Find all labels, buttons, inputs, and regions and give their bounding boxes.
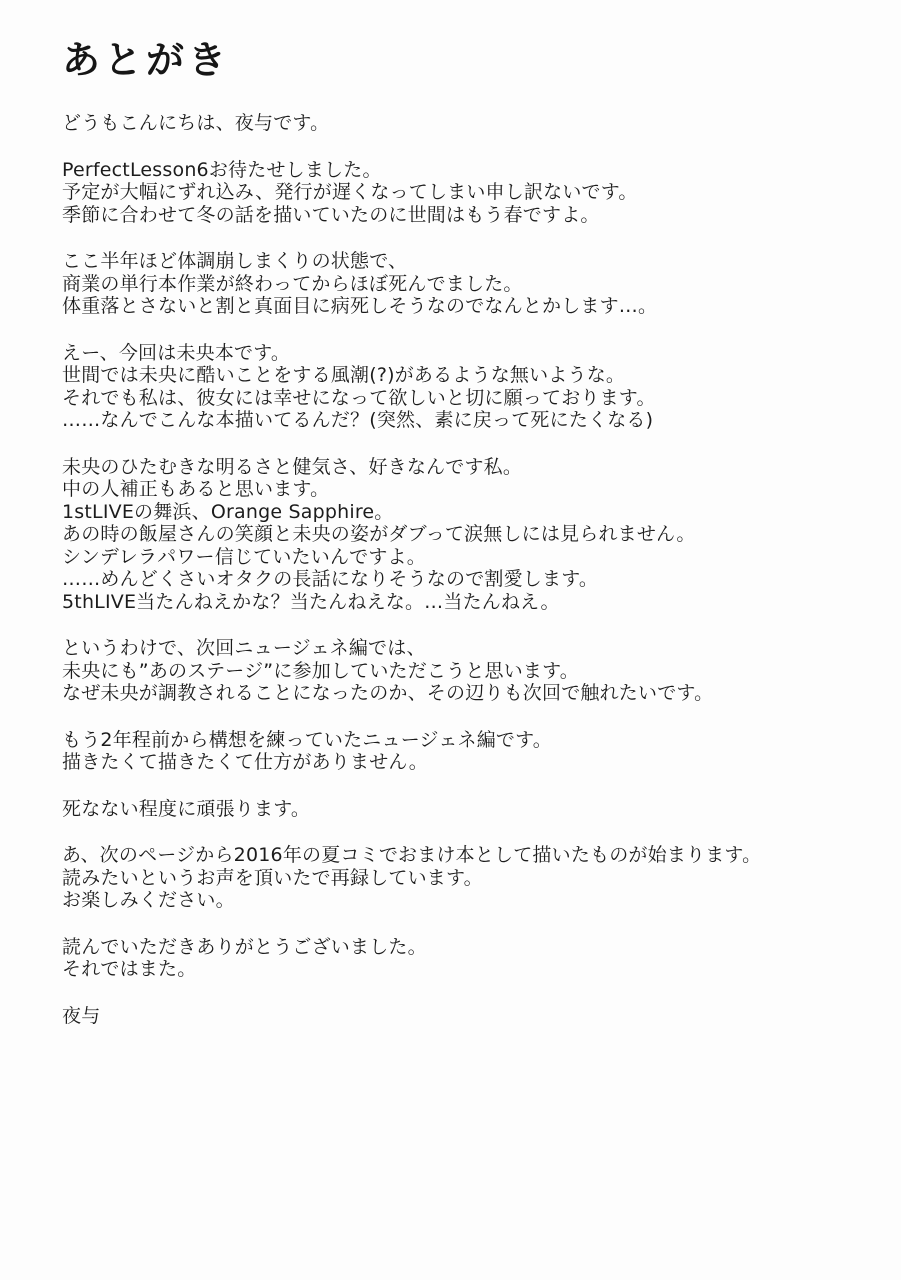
paragraph [62, 456, 882, 614]
text-line: それではまた。 [62, 958, 197, 980]
text-line: あ、次のページから2016年の夏コミでおまけ本として描いたものが始まります。 [62, 844, 762, 866]
text-line: ……めんどくさいオタクの長話になりそうなので割愛します。 [62, 568, 599, 590]
text-line: あの時の飯屋さんの笑顔と未央の姿がダブって涙無しには見られません。 [62, 523, 696, 545]
text-line: 5thLIVE当たんねえかな？当たんねえな。…当たんねえ。 [62, 590, 560, 613]
paragraph [62, 342, 882, 432]
text-line: 読みたいというお声を頂いたで再録しています。 [62, 866, 483, 889]
text-line: ……なんでこんな本描いてるんだ？(突然、素に戻って死にたくなる) [62, 409, 654, 431]
text-line: 未央にも”あのステージ”に参加していただこうと思います。 [62, 659, 580, 682]
paragraph [62, 729, 882, 774]
paragraph [62, 1005, 882, 1028]
text-line: 死なない程度に頑張ります。 [62, 797, 311, 820]
paragraph [62, 936, 882, 981]
text-line: 予定が大幅にずれ込み、発行が遅くなってしまい申し訳ないです。 [62, 181, 638, 203]
text-line: 体重落とさないと割と真面目に病死しそうなのでなんとかします…。 [62, 295, 658, 317]
page-title: あとがき [62, 38, 231, 82]
text-line: 1stLIVEの舞浜、Orange Sapphire。 [62, 500, 394, 523]
text-line: 世間では未央に酷いことをする風潮(?)があるような無いような。 [62, 364, 626, 386]
text-line: 未央のひたむきな明るさと健気さ、好きなんです私。 [62, 455, 523, 478]
text-line: それでも私は、彼女には幸せになって欲しいと切に願っております。 [62, 386, 656, 409]
text-line: シンデレラパワー信じていたいんですよ。 [62, 545, 426, 568]
paragraph [62, 844, 882, 912]
text-line: 商業の単行本作業が終わってからほぼ死んでました。 [62, 272, 523, 295]
text-line: というわけで、次回ニュージェネ編では、 [62, 637, 426, 659]
afterword-body [62, 112, 882, 1051]
text-line: 夜与 [62, 1004, 101, 1027]
text-line: 読んでいただきありがとうございました。 [62, 935, 427, 958]
text-line: 季節に合わせて冬の話を描いていたのに世間はもう春ですよ。 [62, 203, 600, 226]
text-line: PerfectLesson6お待たせしました。 [62, 158, 382, 181]
text-line: 中の人補正もあると思います。 [62, 478, 330, 500]
text-line: えー、今回は未央本です。 [62, 341, 291, 364]
text-line: どうもこんにちは、夜与です。 [62, 112, 330, 134]
paragraph [62, 112, 882, 135]
text-line: 描きたくて描きたくて仕方がありません。 [62, 751, 428, 773]
paragraph [62, 798, 882, 821]
paragraph [62, 159, 882, 227]
text-line: もう2年程前から構想を練っていたニュージェネ編です。 [62, 728, 553, 751]
text-line: お楽しみください。 [62, 889, 235, 911]
paragraph [62, 637, 882, 705]
text-line: ここ半年ほど体調崩しまくりの状態で、 [62, 250, 408, 272]
paragraph [62, 250, 882, 318]
text-line: なぜ未央が調教されることになったのか、その辺りも次回で触れたいです。 [62, 682, 714, 704]
